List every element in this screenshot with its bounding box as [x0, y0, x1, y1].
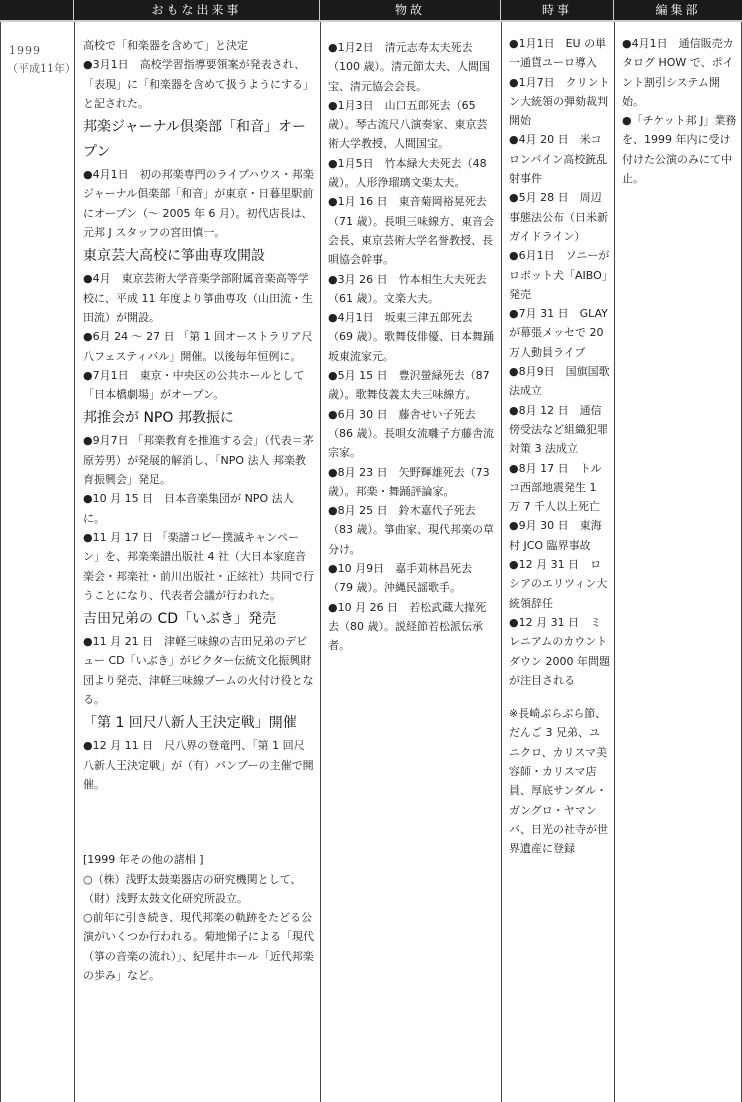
header-obituaries: 物故: [320, 0, 501, 20]
obituary-item: ●6月 30 日 藤舎せい子死去（86 歳）。長唄女流囃子方藤舎流宗家。: [328, 407, 494, 460]
event-heading: 吉田兄弟の CD「いぶき」発売: [83, 611, 277, 628]
header-editorial: 編集部: [655, 3, 701, 17]
event-paragraph: ●9月7日 「邦楽教育を推進する会」（代表＝茅原芳男）が発展的解消し、「NPO 法人 邦楽教育振興会」発足。: [83, 434, 314, 487]
obituary-item: ●8月 25 日 鈴木嘉代子死去（83 歳）。箏曲家、現代邦楽の草分け。: [328, 504, 494, 556]
obituary-item: ●10 月9日 嘉手苅林昌死去（79 歳）。沖縄民謡歌手。: [328, 562, 473, 595]
obituary-item: ●1月 16 日 東音菊岡裕晃死去（71 歳）。長唄三味線方、東音会会長、東京芸術大学名誉教授、長唄協会幹事。: [328, 195, 494, 267]
year-column: [0, 22, 74, 1102]
header-year: [0, 0, 74, 20]
current-events-list: [509, 34, 610, 858]
current-event-item: ●8月9日 国旗国歌法成立: [509, 365, 610, 398]
obituary-item: ●5月 15 日 豊沢螢緑死去（87 歳）。歌舞伎義太夫三味線方。: [328, 369, 490, 402]
obituaries-column: [320, 22, 501, 1102]
current-event-item: ●12 月 31 日 ミレニアムのカウントダウン 2000 年問題が注目される: [509, 615, 610, 687]
editorial-item: ●4月1日 通信販売カタログ HOW で、ポイント割引システム開始。: [622, 37, 734, 108]
obituary-item: ●1月3日 山口五郎死去（65 歳）。琴古流尺八演奏家、東京芸術大学教授、人間国宝。: [328, 98, 488, 151]
event-paragraph: 高校で「和楽器を含めて」と決定: [83, 39, 248, 52]
event-paragraph: ●11 月 17 日 「楽譜コピー撲滅キャンペーン」を、邦楽楽譜出版社 4 社（大日本家庭音楽会・邦楽社・前川出版社・正絃社）共同で行うことになり、代表者会議が行われた。: [83, 530, 314, 602]
spacer: [509, 690, 610, 704]
event-paragraph: ●6月 24 ～ 27 日 「第 1 回オーストラリア尺八フェスティバル」開催。以後毎年恒例に。: [83, 330, 313, 363]
event-paragraph: ●10 月 15 日 日本音楽集団が NPO 法人に。: [83, 492, 294, 525]
event-paragraph: ○（株）浅野太鼓楽器店の研究機関として、（財）浅野太鼓文化研究所設立。: [83, 872, 302, 905]
current-event-item: ●1月1日 EU の単一通貨ユーロ導入: [509, 37, 607, 70]
current-event-item: ●5月 28 日 周辺事態法公布（日米新ガイドライン）: [509, 191, 608, 243]
obituary-item: ●3月 26 日 竹本相生大夫死去（61 歳）。文楽大夫。: [328, 272, 487, 305]
year-era: （平成11年）: [7, 62, 76, 75]
editorial-column: [614, 22, 742, 1102]
event-paragraph: ●11 月 21 日 津軽三味線の吉田兄弟のデビュー CD「いぶき」がビクター伝統文化振興財団より発売、津軽三味線ブームの火付け役となる。: [83, 635, 314, 707]
current-event-item: ●12 月 31 日 ロシアのエリツィン大統領辞任: [509, 558, 608, 610]
event-paragraph: ●12 月 11 日 尺八界の登竜門、「第 1 回尺八新人王決定戦」が（有）バンブーの主催で開催。: [83, 739, 314, 791]
editorial-list: [622, 34, 737, 188]
current-event-item: ●8月 12 日 通信傍受法など組織犯罪対策 3 法成立: [509, 403, 608, 456]
current-event-item: ●9月 30 日 東海村 JCO 臨界事故: [509, 519, 602, 552]
obituary-item: ●10 月 26 日 若松武蔵大掾死去（80 歳）。説経節若松派伝承者。: [328, 600, 487, 653]
event-heading: 邦推会が NPO 邦教振に: [83, 410, 234, 427]
event-heading: 東京芸大高校に箏曲専攻開設: [83, 248, 265, 265]
event-paragraph: ●4月1日 初の邦楽専門のライブハウス・邦楽ジャーナル倶楽部「和音」が東京・日暮里駅前にオープン（～ 2005 年 6 月）。初代店長は、元邦 J スタッフの宮田慎一。: [83, 168, 314, 240]
current-event-item: ●4月 20 日 米コロンバイン高校銃乱射事件: [509, 133, 608, 186]
obituary-item: ●1月5日 竹本緑大夫死去（48 歳）。人形浄瑠璃文楽太夫。: [328, 156, 487, 190]
event-heading: 邦楽ジャーナル倶楽部「和音」オープン: [83, 119, 307, 161]
current-event-item: ●1月7日 クリントン大統領の弾劾裁判開始: [509, 75, 610, 128]
main-events-list: [83, 36, 314, 985]
header-current-events: 時事: [501, 0, 614, 20]
header-main-events: おもな出来事: [74, 0, 320, 20]
obituary-item: ●8月 23 日 矢野輝雄死去（73 歳）。邦楽・舞踊評論家。: [328, 465, 490, 498]
editorial-item: ●「チケット邦 J」業務を、1999 年内に受け付けた公演のみにて中止。: [622, 114, 737, 186]
spacer: [83, 794, 314, 850]
event-paragraph: ●3月1日 高校学習指導要領案が発表され、「表現」に「和楽器を含めて扱うようにする」と記された。: [83, 58, 314, 110]
current-events-column: [501, 22, 614, 1102]
obituaries-list: [328, 38, 497, 656]
table-header: [0, 0, 742, 22]
event-paragraph: ○前年に引き続き、現代邦楽の軌跡をたどる公演がいくつか行われる。菊地悌子による「現代（箏の音楽の流れ）」、紀尾井ホール「近代邦楽の歩み」など。: [83, 911, 314, 982]
current-event-item: ●6月1日 ソニーがロボット犬「AIBO」発売: [509, 249, 610, 301]
current-event-item: ※長崎ぶらぶら節、だんご 3 兄弟、ユニクロ、カリスマ美容師・カリスマ店員、厚底サンダル・ガングロ・ヤマンバ、日光の社寺が世界遺産に登録: [509, 707, 608, 856]
current-event-item: ●8月 17 日 トルコ西部地震発生 1 万 7 千人以上死亡: [509, 461, 602, 514]
obituary-item: ●4月1日 坂東三津五郎死去（69 歳）。歌舞伎俳優、日本舞踊坂東流家元。: [328, 311, 494, 363]
main-events-column: [74, 22, 320, 1102]
year-western: 1999: [9, 44, 41, 57]
obituary-item: ●1月2日 清元志寿太夫死去（100 歳）。清元節太夫、人間国宝、清元協会会長。: [328, 41, 490, 93]
event-paragraph: [1999 年その他の諸相 ]: [83, 853, 204, 867]
event-heading: 「第 1 回尺八新人王決定戦」開催: [83, 715, 297, 732]
current-event-item: ●7月 31 日 GLAY が幕張メッセで 20 万人動員ライブ: [509, 307, 608, 359]
event-paragraph: ●7月1日 東京・中央区の公共ホールとして「日本橋劇場」がオープン。: [83, 368, 305, 402]
event-paragraph: ●4月 東京芸術大学音楽学部附属音楽高等学校に、平成 11 年度より箏曲専攻（山田流・生田流）が開設。: [83, 272, 313, 324]
